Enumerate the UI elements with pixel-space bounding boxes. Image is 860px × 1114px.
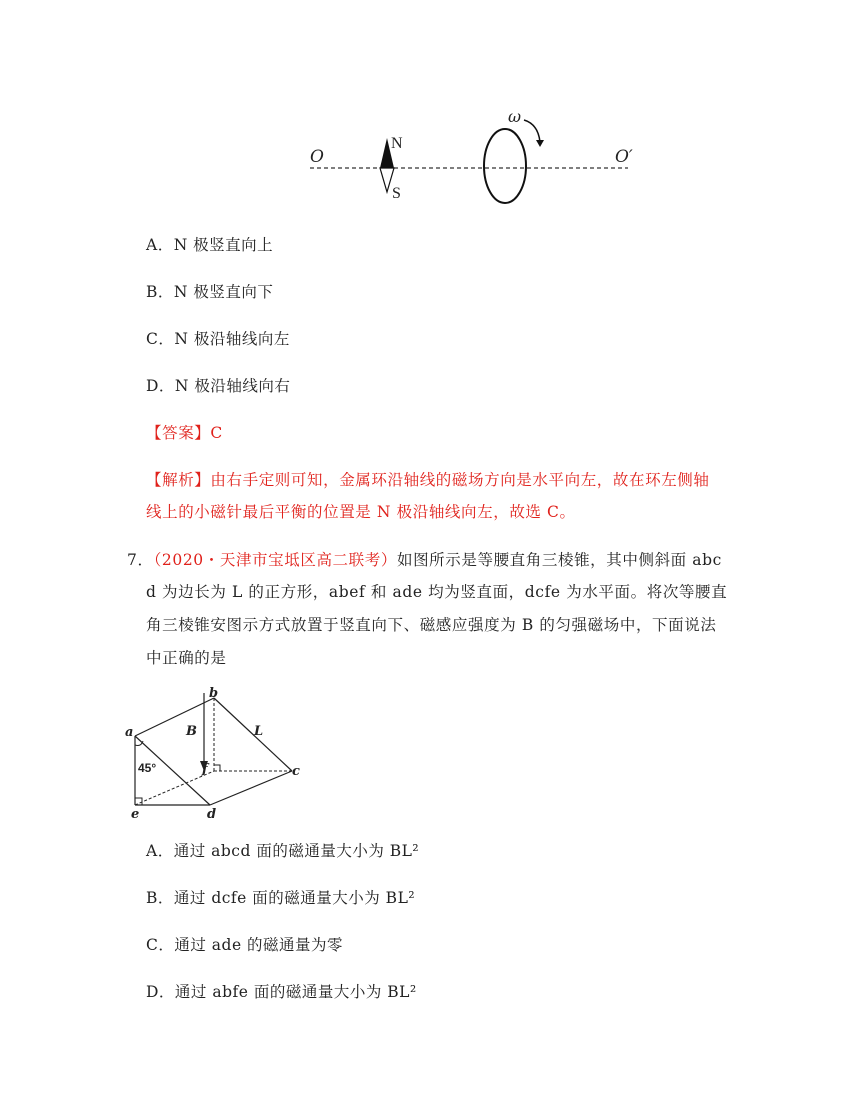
q7-option-d: D．通过 abfe 面的磁通量大小为 BL² — [146, 983, 417, 1001]
figure-pyramid — [120, 685, 315, 820]
q7-number: 7． — [127, 551, 154, 569]
q6-option-b: B．N 极竖直向下 — [146, 283, 274, 301]
right-angle-e — [135, 798, 142, 805]
q7-option-b: B．通过 dcfe 面的磁通量大小为 BL² — [146, 889, 416, 907]
label-f: f — [202, 762, 208, 777]
label-b: b — [209, 686, 219, 701]
q7-line3: 角三棱锥安图示方式放置于竖直向下、磁感应强度为 B 的匀强磁场中，下面说法 — [146, 616, 717, 634]
label-S: S — [392, 185, 401, 202]
q7-line1 — [127, 548, 722, 570]
q6-analysis-line1 — [146, 468, 710, 490]
q7-text-1: 如图所示是等腰直角三棱锥，其中侧斜面 abc — [396, 551, 722, 569]
analysis-tag: 【解析】 — [146, 471, 211, 489]
rotation-arrow — [524, 120, 540, 142]
label-c: c — [292, 764, 300, 779]
label-d: d — [207, 807, 217, 820]
label-45: 45° — [138, 761, 157, 775]
analysis-text-1: 由右手定则可知，金属环沿轴线的磁场方向是水平向左，故在环左侧轴 — [210, 471, 710, 489]
label-N: N — [391, 135, 403, 152]
answer-tag: 【答案】 — [146, 424, 211, 442]
q6-analysis-line2: 线上的小磁针最后平衡的位置是 N 极沿轴线向左，故选 C。 — [146, 503, 576, 521]
metal-ring — [484, 129, 526, 203]
q6-answer — [146, 421, 223, 443]
q7-option-a: A．通过 abcd 面的磁通量大小为 BL² — [146, 842, 420, 860]
label-O-prime: O′ — [615, 147, 633, 167]
label-B: B — [186, 724, 197, 739]
q6-option-c: C．N 极沿轴线向左 — [146, 330, 290, 348]
answer-value: C — [210, 424, 223, 442]
rotation-arrow-head — [536, 140, 544, 147]
label-e: e — [131, 807, 140, 820]
right-angle-f — [214, 765, 220, 771]
edge-bc — [214, 698, 292, 771]
label-O: O — [310, 147, 324, 167]
figure-compass-ring — [300, 100, 640, 210]
label-a: a — [125, 725, 134, 740]
q6-option-d: D．N 极沿轴线向右 — [146, 377, 291, 395]
edge-ab — [135, 698, 214, 736]
q6-option-a: A．N 极竖直向上 — [146, 236, 274, 254]
label-omega: ω — [508, 107, 522, 126]
label-L: L — [254, 724, 264, 739]
q7-option-c: C．通过 ade 的磁通量为零 — [146, 936, 344, 954]
q7-line4: 中正确的是 — [146, 649, 227, 667]
q7-source: （2020・天津市宝坻区高二联考） — [153, 551, 397, 569]
q7-line2: d 为边长为 L 的正方形，abef 和 ade 均为竖直面，dcfe 为水平面。将次等腰直 — [146, 583, 728, 601]
edge-dc — [210, 771, 292, 805]
